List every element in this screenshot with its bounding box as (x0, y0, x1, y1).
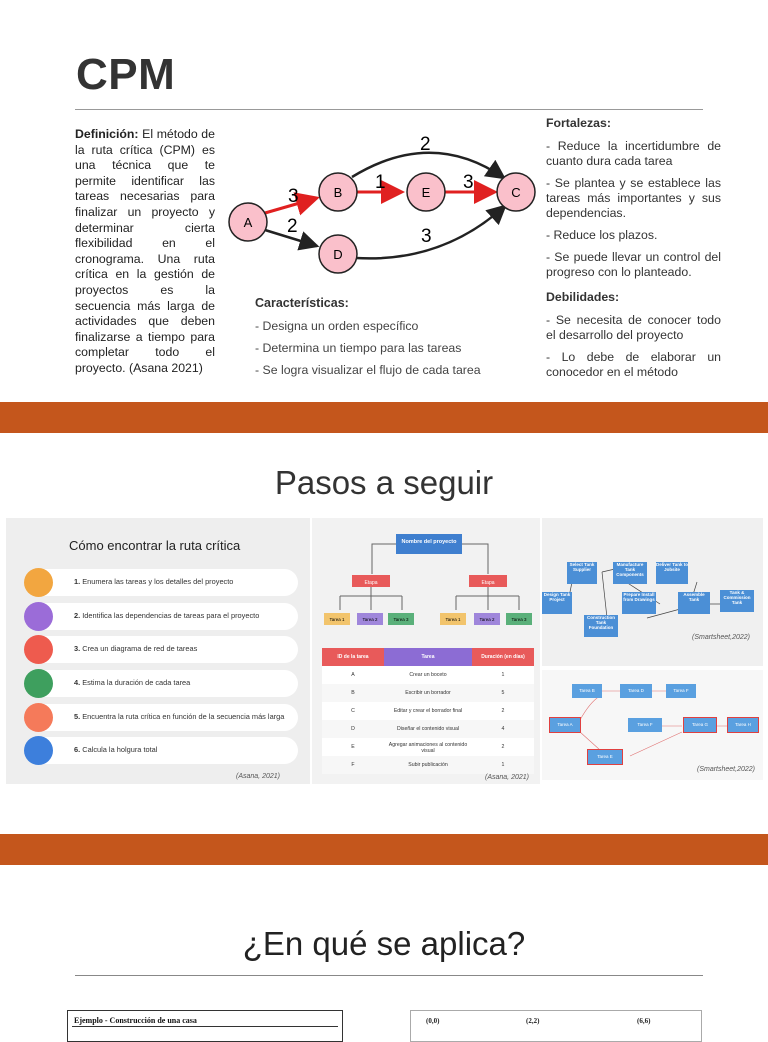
flow-box: Prepare Install from Drawings (622, 592, 656, 614)
step-row (26, 636, 298, 663)
flow-box: Tarea A (550, 718, 580, 732)
tree-task-label: Tarea 3 (511, 617, 527, 622)
node-d-label: D (333, 247, 343, 262)
weight-d-c: 3 (421, 226, 432, 247)
flow-box: Tarea E (588, 750, 622, 764)
cpm-network-diagram (222, 128, 542, 278)
citation: (Smartsheet,2022) (692, 634, 750, 641)
node-a-label: A (243, 215, 253, 230)
ejemplo-network-document (410, 1010, 702, 1042)
network-icon (24, 635, 53, 664)
flow-box: Tarea H (728, 718, 758, 732)
step-row (26, 603, 298, 630)
definition-text: El método de la ruta crítica (CPM) es una técnica que te permite identificar las tareas necesarias para finalizar un proyecto y determinar cierta flexibilidad en el cronograma. Una ruta crítica en la gestión de proyectos es la secuencia más larga de actividades que deben finalizarse a tiempo para completar todo el proyecto. (Asana 2021) (75, 127, 215, 375)
tree-root-label: Nombre del proyecto (401, 539, 457, 545)
tree-task-label: Tarea 2 (362, 617, 378, 622)
flow-box: Construction Tank Foundation (584, 615, 618, 637)
task-table-header (322, 648, 534, 666)
flow-box: Tarea F (666, 684, 696, 698)
title-divider (75, 975, 703, 976)
step-text: 2. Identifica las dependencias de tareas para el proyecto (74, 611, 260, 620)
node-coord: (2,2) (526, 1017, 540, 1025)
step-row (26, 569, 298, 596)
ejemplo-document (67, 1010, 343, 1042)
slide-separator-band (0, 834, 768, 865)
tree-task-label: Tarea 1 (445, 617, 461, 622)
step-text: 4. Estima la duración de cada tarea (74, 678, 191, 687)
tree-task-label: Tarea 1 (329, 617, 345, 622)
citation: (Asana, 2021) (485, 774, 529, 781)
slack-icon (24, 736, 53, 765)
flow-box: Design Tank Project (542, 592, 572, 614)
ruta-critica-panel (6, 518, 310, 784)
fortaleza-item: - Se puede llevar un control del progreso con lo planteado. (546, 250, 721, 279)
fortaleza-item: - Reduce los plazos. (546, 228, 658, 242)
clock-icon (24, 669, 53, 698)
step-row (26, 704, 298, 731)
fortaleza-item: - Se plantea y se establece las tareas más importantes y sus dependencias. (546, 176, 721, 220)
citation: (Asana, 2021) (236, 773, 280, 780)
slide-separator-band (0, 402, 768, 433)
list-icon (24, 568, 53, 597)
table-row: D Diseñar el contenido visual 4 (322, 720, 534, 738)
flow-box: Assemble Tank (678, 592, 710, 614)
step-text: 6. Calcula la holgura total (74, 745, 158, 754)
table-header-cell: ID de la tarea (337, 654, 369, 660)
debilidad-item: - Se necesita de conocer todo el desarrollo del proyecto (546, 313, 721, 342)
node-coord: (0,0) (426, 1017, 440, 1025)
caracteristicas-list (255, 319, 481, 385)
flow-box: Tank & Commission Tank (720, 590, 754, 612)
debilidad-item: - Lo debe de elaborar un conocedor en el método (546, 350, 721, 379)
tree-stage-label: Etapa (481, 580, 495, 586)
weight-e-c: 3 (463, 172, 474, 193)
slide-title-cpm: CPM (76, 50, 176, 99)
fortalezas-title: Fortalezas: (546, 116, 611, 130)
step-row (26, 737, 298, 764)
flow-box: Manufacture Tank Components (613, 562, 647, 584)
tree-task-label: Tarea 2 (479, 617, 495, 622)
caracteristica-item: - Designa un orden específico (255, 319, 419, 333)
flow-box: Deliver Tank to Jobsite (656, 562, 688, 584)
step-text: 3. Crea un diagrama de red de tareas (74, 644, 198, 653)
panel-title: Cómo encontrar la ruta crítica (69, 538, 241, 553)
sequence-icon (24, 703, 53, 732)
caracteristica-item: - Determina un tiempo para las tareas (255, 341, 462, 355)
fortalezas-section (546, 116, 721, 387)
tree-stage-label: Etapa (364, 580, 378, 586)
caracteristicas-title: Características: (255, 296, 349, 310)
definition-paragraph (75, 127, 215, 377)
node-coord: (6,6) (637, 1017, 651, 1025)
weight-b-c: 2 (420, 134, 431, 155)
step-text: 5. Encuentra la ruta crítica en función de la secuencia más larga (74, 712, 285, 721)
table-row: C Editar y crear el borrador final 2 (322, 702, 534, 720)
document-title: Ejemplo - Construcción de una casa (74, 1016, 197, 1025)
step-text: 1. Enumera las tareas y los detalles del proyecto (74, 577, 234, 586)
node-c-label: C (511, 185, 521, 200)
table-header-cell: Tarea (421, 654, 435, 660)
aplica-title: ¿En qué se aplica? (242, 925, 526, 962)
step-row (26, 670, 298, 697)
project-tree-diagram (312, 518, 540, 638)
table-row: A Crear un boceto 1 (322, 666, 534, 684)
table-header-cell: Duración (en días) (481, 654, 525, 660)
flow-box: Tarea F (628, 718, 662, 732)
flow-box: Tarea B (572, 684, 602, 698)
title-divider (75, 109, 703, 110)
definition-label: Definición: (75, 127, 139, 141)
flow-box: Tarea G (684, 718, 716, 732)
pasos-title: Pasos a seguir (274, 464, 494, 501)
node-e-label: E (421, 185, 431, 200)
table-row: B Escribir un borrador 5 (322, 684, 534, 702)
weight-b-e: 1 (375, 172, 386, 193)
table-row: E Agregar animaciones al contenido visual 2 (322, 738, 534, 756)
table-row: F Subir publicación 1 (322, 756, 534, 774)
flow-box: Select Tank Supplier (567, 562, 597, 584)
citation: (Smartsheet,2022) (697, 766, 755, 773)
node-b-label: B (333, 185, 343, 200)
debilidades-title: Debilidades: (546, 290, 620, 304)
dependencies-icon (24, 602, 53, 631)
weight-a-b: 3 (288, 186, 299, 207)
tree-task-label: Tarea 3 (393, 617, 409, 622)
flow-box: Tarea D (620, 684, 652, 698)
caracteristica-item: - Se logra visualizar el flujo de cada tarea (255, 363, 481, 377)
weight-a-d: 2 (287, 216, 298, 237)
fortaleza-item: - Reduce la incertidumbre de cuanto dura cada tarea (546, 139, 721, 168)
